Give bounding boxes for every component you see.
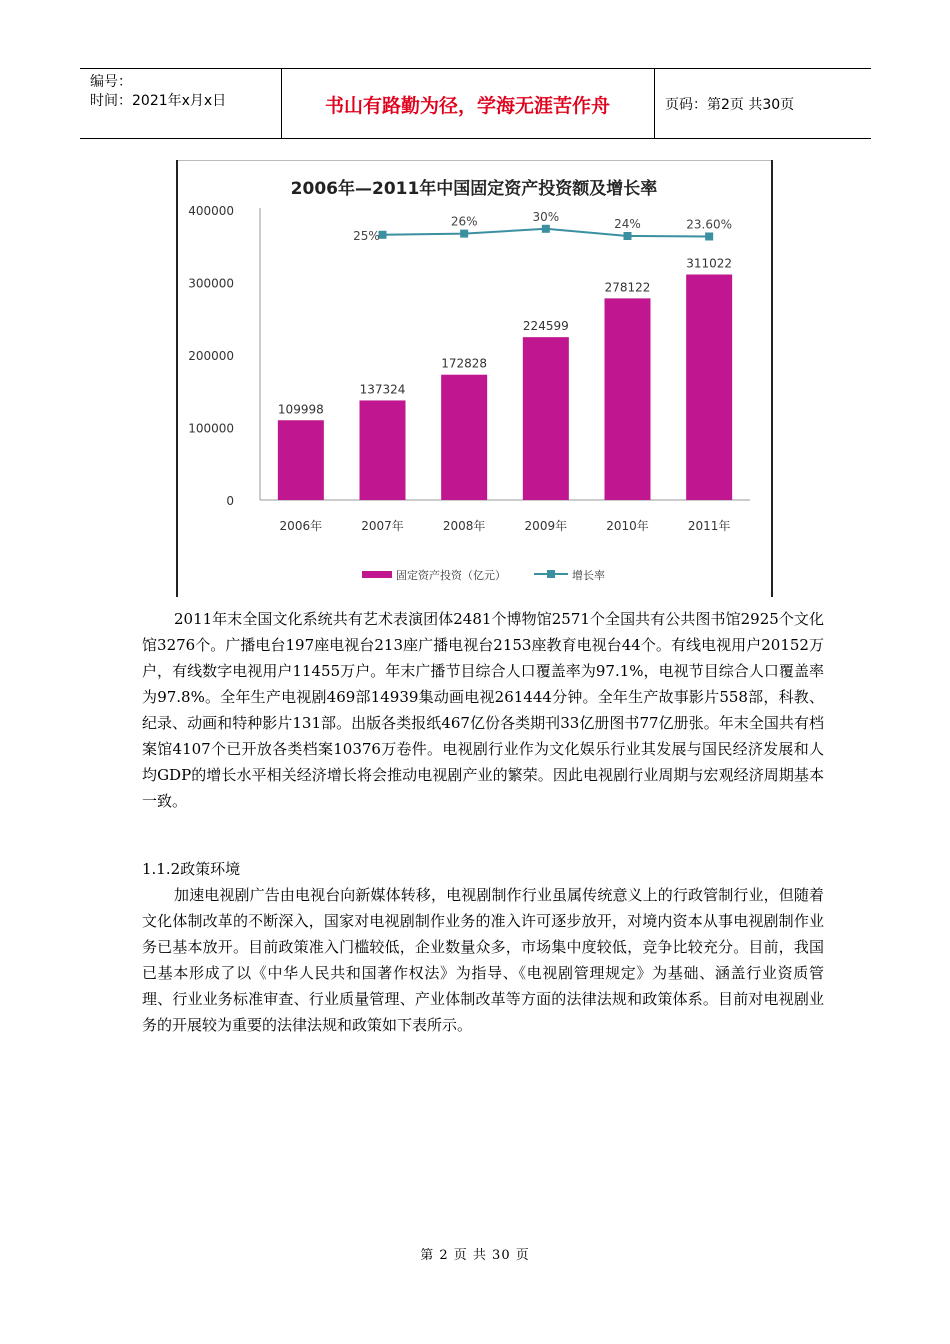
x-tick-label: 2008年 <box>442 519 486 533</box>
growth-point <box>624 232 632 240</box>
y-tick-label: 300000 <box>188 276 234 291</box>
bar-data-label: 109998 <box>277 402 324 417</box>
legend-bar-swatch <box>362 571 392 578</box>
number-label: 编号： <box>90 74 132 90</box>
growth-point <box>460 230 468 238</box>
y-tick-label: 100000 <box>188 421 234 436</box>
growth-data-label: 24% <box>614 217 641 231</box>
x-tick-label: 2010年 <box>606 519 649 533</box>
bar-data-label: 311022 <box>686 256 733 271</box>
legend-bar-label: 固定资产投资（亿元） <box>396 569 506 582</box>
bar <box>605 298 651 500</box>
chart-title: 2006年—2011年中国固定资产投资额及增长率 <box>290 179 658 199</box>
growth-data-label: 26% <box>450 214 478 229</box>
growth-data-label: 25% <box>353 228 380 243</box>
legend-line-marker <box>547 570 555 578</box>
x-tick-label: 2009年 <box>524 519 568 533</box>
section-heading: 1.1.2政策环境 <box>142 860 241 878</box>
bar-data-label: 224599 <box>522 319 569 334</box>
header-meta <box>80 69 281 138</box>
bar-data-label: 278122 <box>604 280 651 295</box>
header-page-info: 页码：第2页 共30页 <box>665 97 795 113</box>
x-tick-label: 2006年 <box>279 519 323 533</box>
growth-data-label: 23.60% <box>686 217 733 232</box>
bar <box>523 337 569 500</box>
paragraph-policy: 加速电视剧广告由电视台向新媒体转移，电视剧制作行业虽属传统意义上的行政管制行业，但随着文化体制改革的不断深入，国家对电视剧制作业务的准入许可逐步放开，对境内资本从事电视剧制作业务已基本放开。目前政策准入门槛较低，企业数量众多，市场集中度较低，竞争比较充分。目前，我国已基本形成了以《中华人民共和国著作权法》为指导、《电视剧管理规定》为基础、涵盖行业资质管理、行业业务标准审查、行业质量管理、产业体制改革等方面的法律法规和政策体系。目前对电视剧业务的开展较为重要的法律法规和政策如下表所示。 <box>142 886 824 1034</box>
bar-data-label: 172828 <box>441 356 488 371</box>
investment-chart <box>176 160 773 597</box>
bar <box>360 400 406 500</box>
bar <box>686 275 732 500</box>
bar <box>278 420 324 500</box>
x-tick-label: 2007年 <box>361 519 404 533</box>
y-tick-label: 200000 <box>188 349 234 363</box>
growth-point <box>542 225 550 233</box>
bar-data-label: 137324 <box>359 382 406 397</box>
header-divider <box>654 69 655 138</box>
y-tick-label: 400000 <box>188 204 234 218</box>
date-label: 时间：2021年x月x日 <box>90 93 227 109</box>
page-footer: 第 2 页 共 30 页 <box>420 1248 530 1263</box>
x-tick-label: 2011年 <box>687 519 731 533</box>
paragraph-culture-stats: 2011年末全国文化系统共有艺术表演团体2481个博物馆2571个全国共有公共图书馆2925个文化馆3276个。广播电台197座电视台213座广播电视台2153座教育电视台44个。有线电视用户20152万户，有线数字电视用户11455万户。年末广播节目综合人口覆盖率为97.1%，电视节目综合人口覆盖率为97.8%。全年生产电视剧469部14939集动画电视261444分钟。全年生产故事影片558部，科教、纪录、动画和特种影片131部。出版各类报纸467亿份各类期刊33亿册图书77亿册张。年末全国共有档案馆4107个已开放各类档案10376万卷件。电视剧行业作为文化娱乐行业其发展与国民经济发展和人均GDP的增长水平相关经济增长将会推动电视剧产业的繁荣。因此电视剧行业周期与宏观经济周期基本一致。 <box>142 610 824 810</box>
page-header <box>80 68 871 139</box>
bar <box>441 375 487 500</box>
chart-canvas <box>176 160 773 597</box>
y-tick-label: 0 <box>226 494 234 508</box>
growth-point <box>705 232 713 240</box>
legend-line-label: 增长率 <box>572 569 605 582</box>
header-motto: 书山有路勤为径，学海无涯苦作舟 <box>324 95 610 117</box>
growth-data-label: 30% <box>532 209 560 224</box>
